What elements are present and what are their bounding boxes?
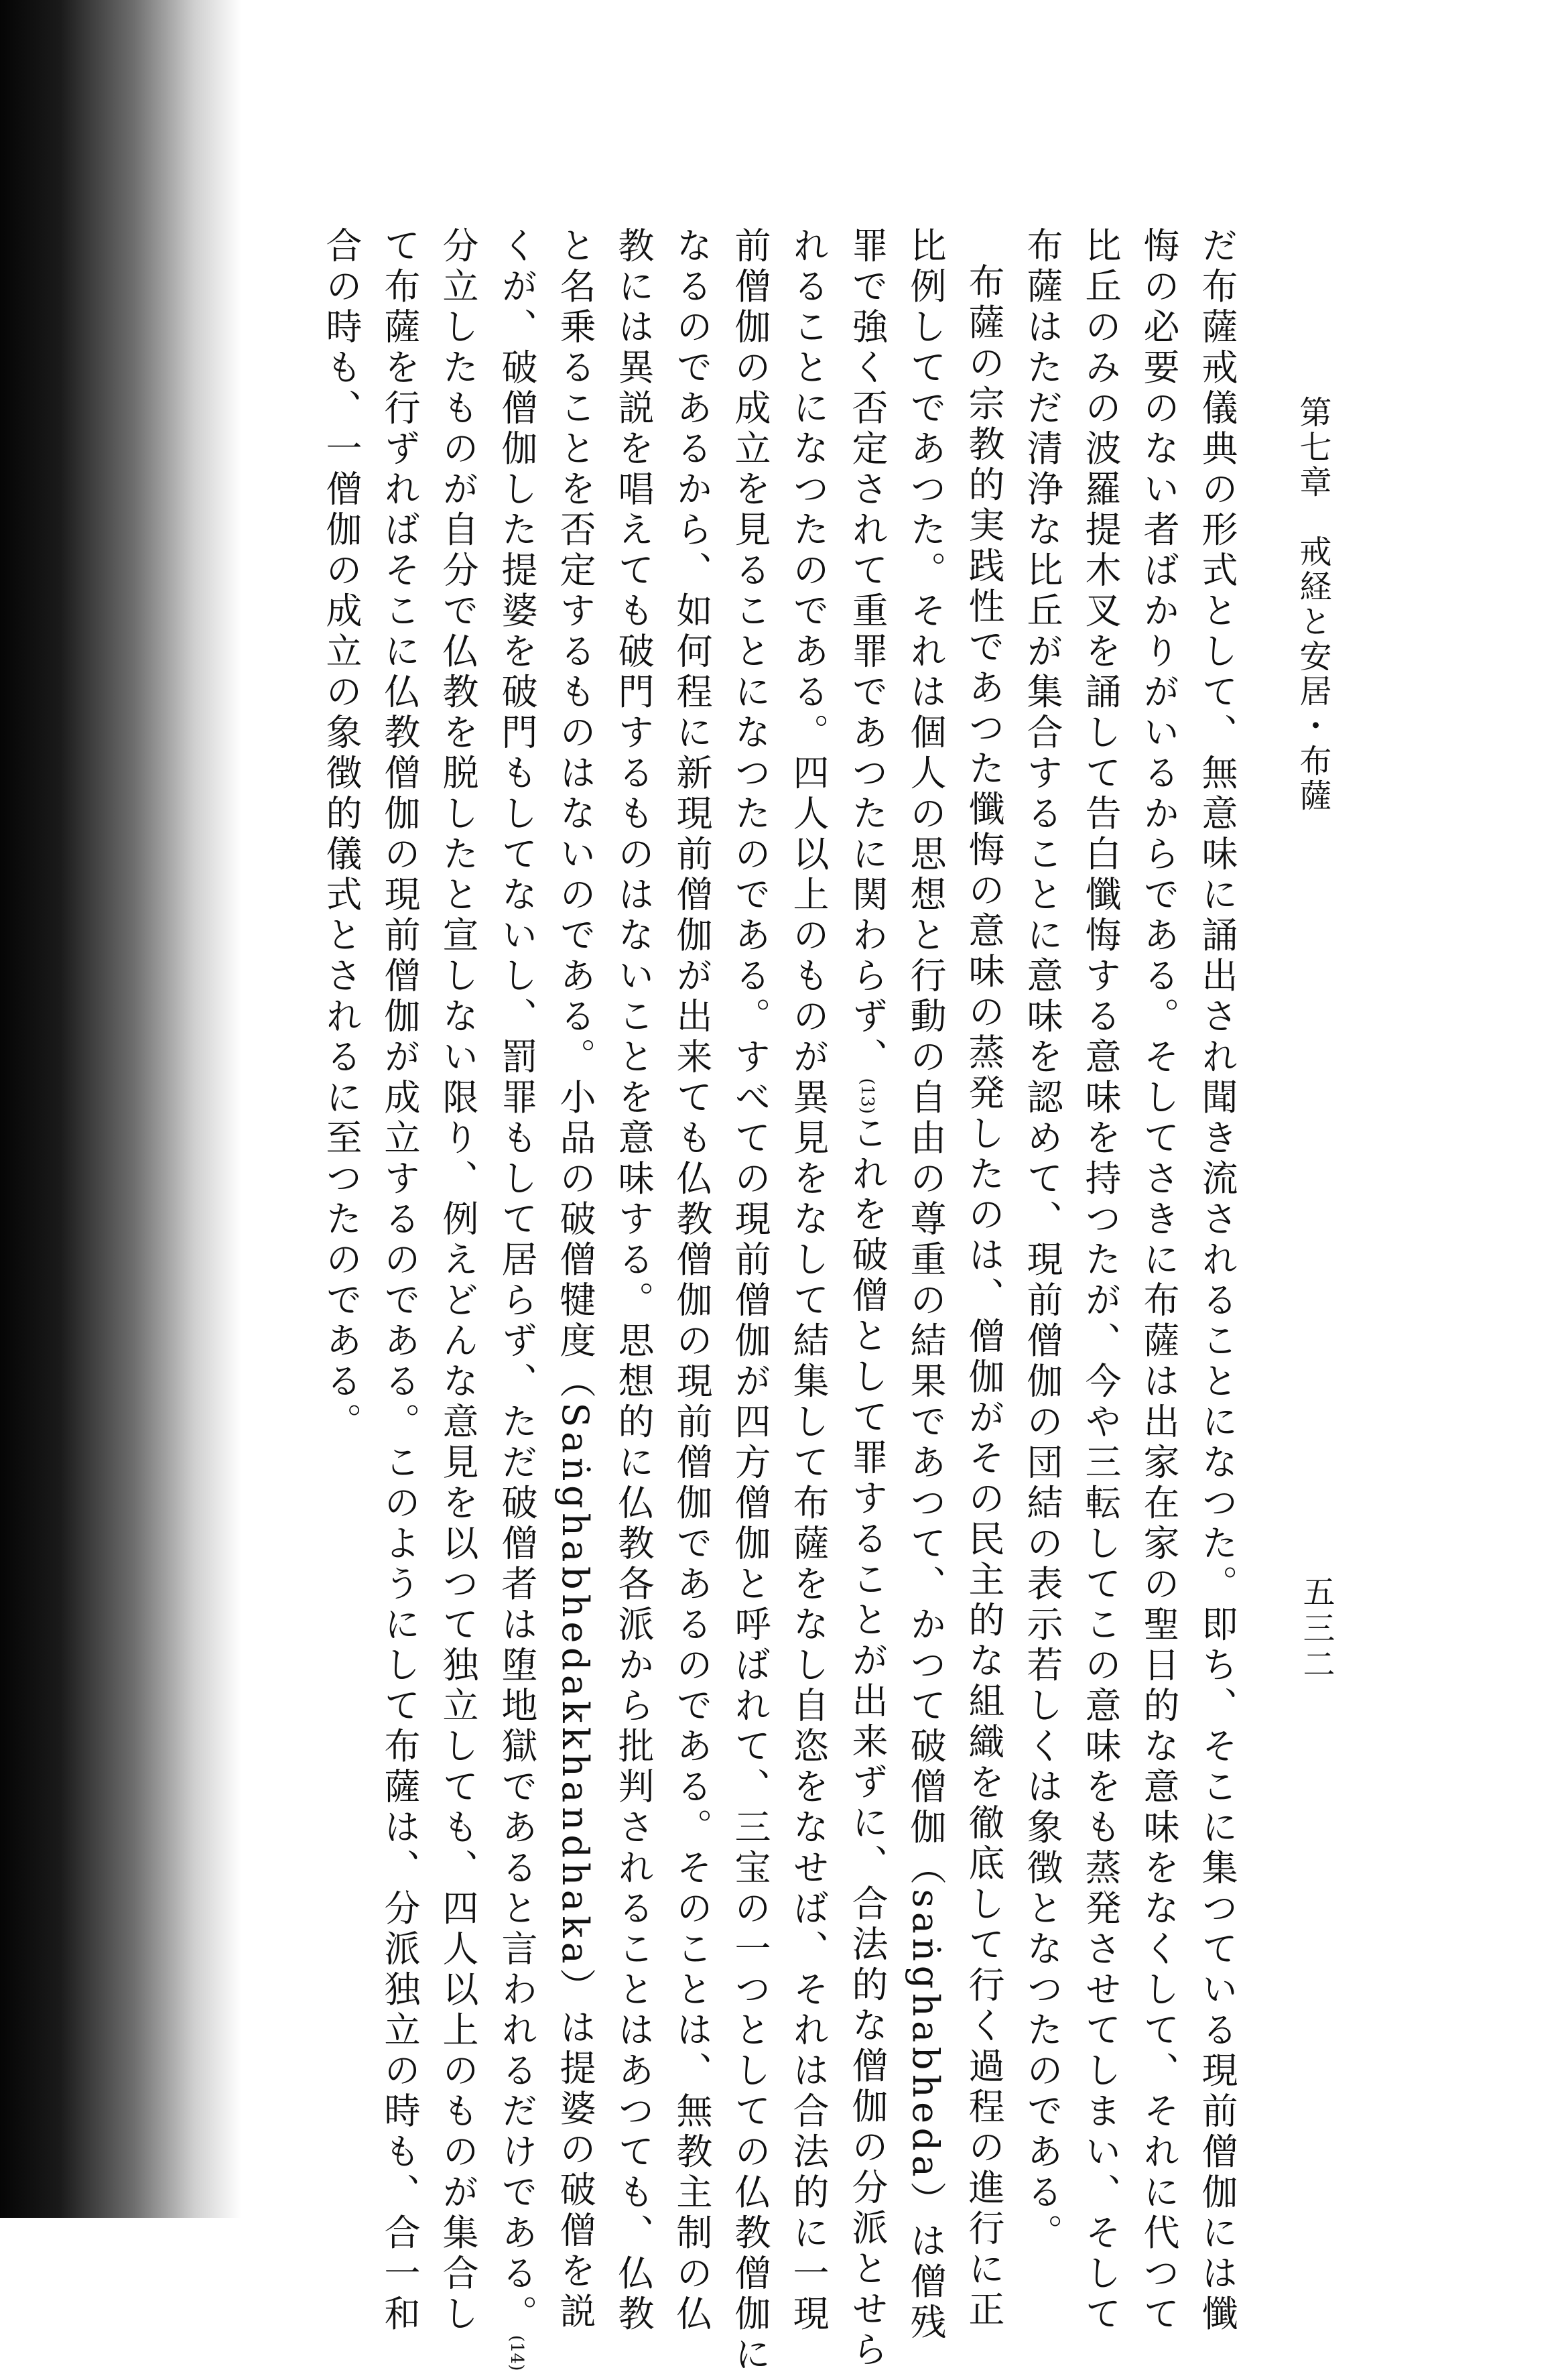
text-line: 合の時も、一僧伽の成立の象徴的儀式とされるに至つたのである。 bbox=[320, 227, 363, 1443]
note-ref-14: (14) bbox=[507, 2335, 527, 2371]
text-line: 布薩はただ清浄な比丘が集合することに意味を認めて、現前僧伽の団結の表示若しくは象徴となつたのである。 bbox=[1021, 227, 1063, 2254]
text-line: 比例してであつた。それは個人の思想と行動の自由の尊重の結果であつて、かつて破僧伽（saṅghabheda）は僧残 bbox=[905, 227, 947, 2344]
text-line: なるのであるから、如何程に新現前僧伽が出来ても仏教僧伽の現前僧伽であるのである。そのことは、無教主制の仏 bbox=[671, 227, 713, 2335]
text-line: だ布薩戒儀典の形式として、無意味に誦出され聞き流されることになつた。即ち、そこに集つている現前僧伽には懺 bbox=[1196, 227, 1238, 2335]
text-line: 教には異説を唱えても破門するものはないことを意味する。思想的に仏教各派から批判されることはあつても、仏教 bbox=[612, 227, 655, 2335]
text-segment: くが、破僧伽した提婆を破門もしてないし、罰罪もして居らず、ただ破僧者は堕地獄であると言われるだけである。 bbox=[496, 227, 538, 2335]
text-line-with-note bbox=[838, 227, 897, 2371]
text-line: れることになつたのである。四人以上のものが異見をなして結集して布薩をなし自恣をなせば、それは合法的に一現 bbox=[787, 227, 830, 2335]
running-head: 第七章 戒経と安居・布薩 bbox=[1294, 395, 1331, 814]
text-line: 比丘のみの波羅提木叉を誦して告白懺悔する意味を持つたが、今や三転してこの意味をも蒸発させてしまい、そして bbox=[1080, 227, 1122, 2335]
text-line: 前僧伽の成立を見ることになつたのである。すべての現前僧伽が四方僧伽と呼ばれて、三宝の一つとしての仏教僧伽に bbox=[729, 227, 771, 2376]
text-line: 悔の必要のない者ばかりがいるからである。そしてさきに布薩は出家在家の聖日的な意味をなくして、それに代つて bbox=[1138, 227, 1180, 2335]
text-line: て布薩を行ずればそこに仏教僧伽の現前僧伽が成立するのである。このようにして布薩は、分派独立の時も、合一和 bbox=[379, 227, 421, 2335]
note-ref-13: (13) bbox=[857, 1078, 877, 1114]
text-segment: 罪で強く否定されて重罪であつたに関わらず、 bbox=[846, 227, 889, 1078]
text-line-with-note bbox=[487, 227, 546, 2371]
page-number: 五三二 bbox=[1297, 1575, 1335, 1684]
body-text bbox=[188, 227, 1246, 2376]
text-segment: これを破僧として罪することが出来ずに、合法的な僧伽の分派とせら bbox=[846, 1113, 889, 2371]
text-line: 分立したものが自分で仏教を脱したと宣しない限り、例えどんな意見を以つて独立しても、四人以上のものが集合し bbox=[437, 227, 479, 2335]
text-line: と名乗ることを否定するものはないのである。小品の破僧犍度（Saṅghabhedakkhandhaka）は提婆の破僧を説 bbox=[554, 227, 596, 2333]
text-line: 布薩の宗教的実践性であつた懺悔の意味の蒸発したのは、僧伽がその民主的な組織を徹底して行く過程の進行に正 bbox=[963, 263, 1005, 2331]
